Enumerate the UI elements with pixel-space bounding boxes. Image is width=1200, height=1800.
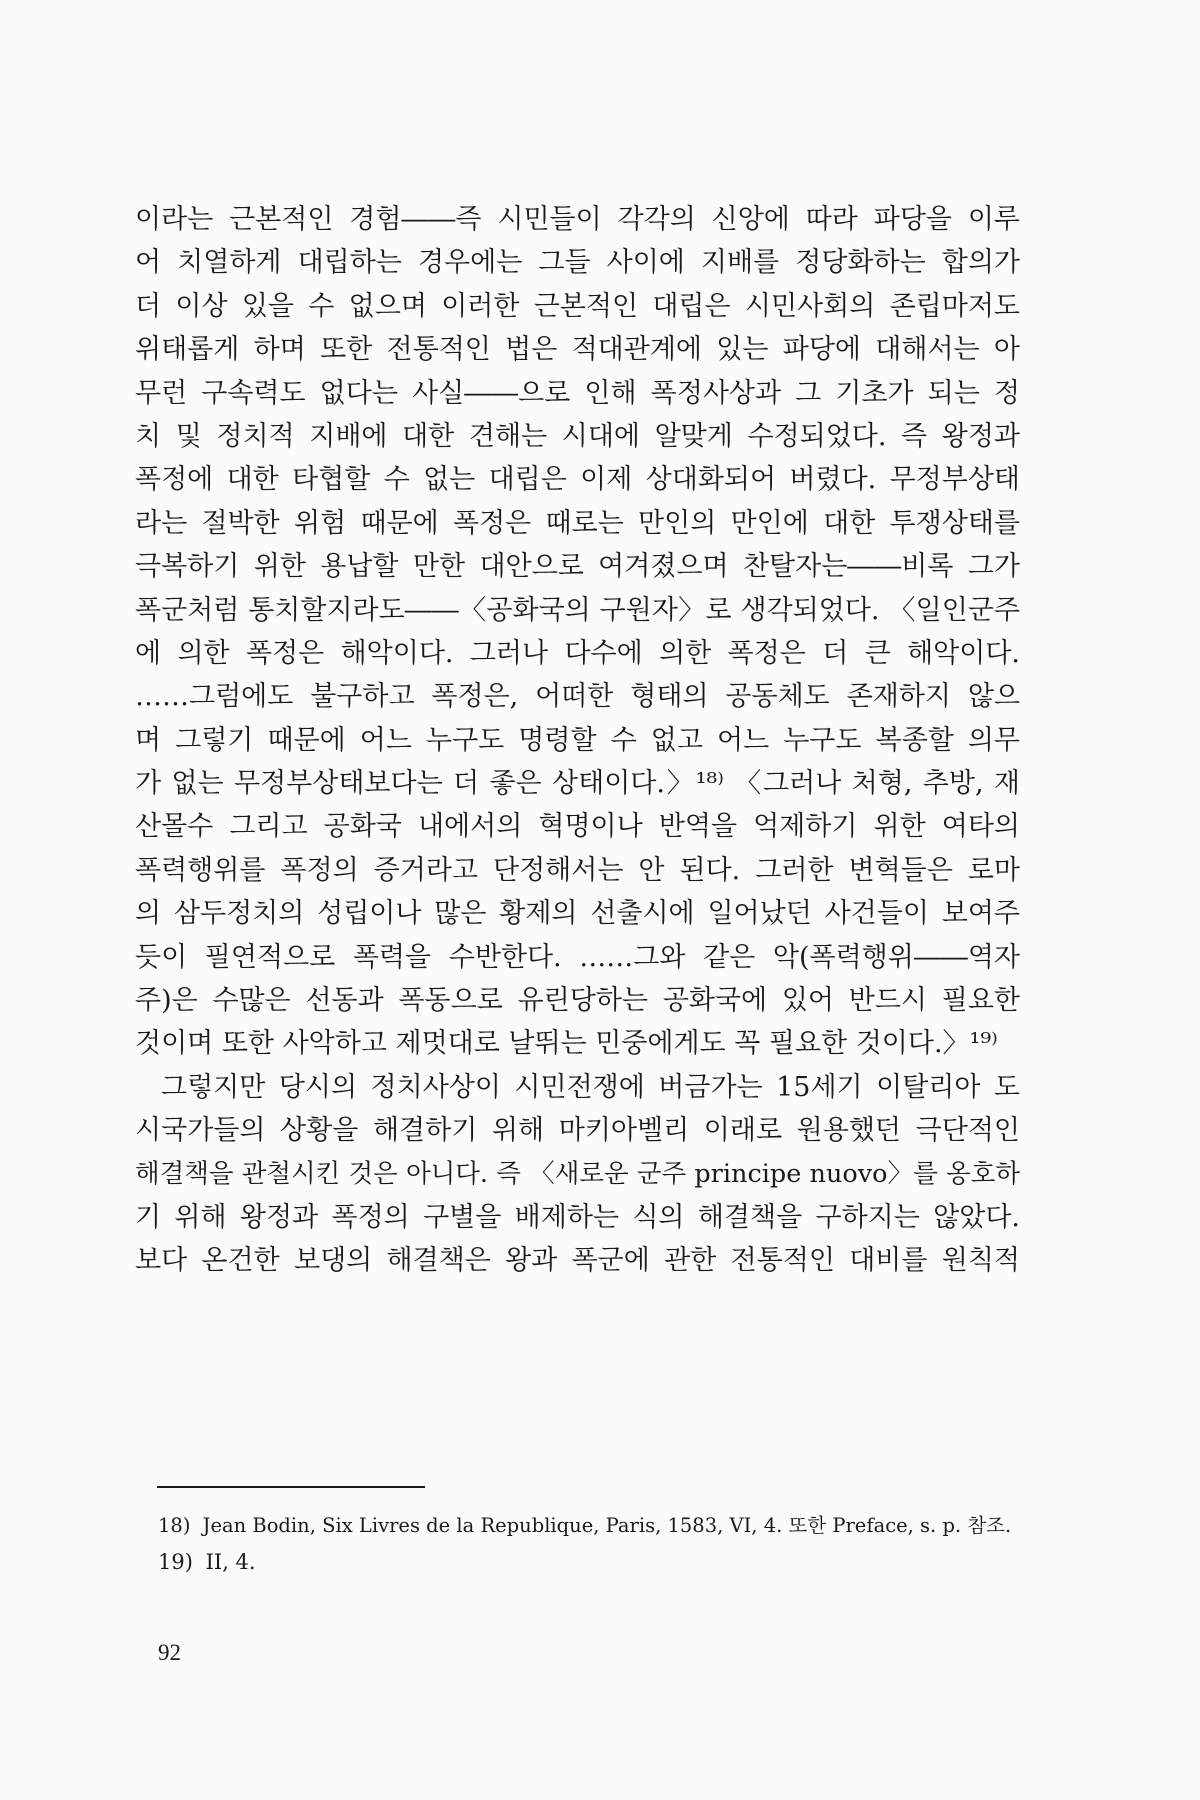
text-line: 보다 온건한 보댕의 해결책은 왕과 폭군에 관한 전통적인 대비를 원칙적 <box>135 1245 1020 1277</box>
footnote-18 <box>158 1508 1018 1544</box>
text-line: ……그럼에도 불구하고 폭정은, 어떠한 형태의 공동체도 존재하지 않으 <box>135 681 1020 713</box>
text-line: 것이며 또한 사악하고 제멋대로 날뛰는 민중에게도 꼭 필요한 것이다.〉¹⁹⁾ <box>135 1028 998 1060</box>
text-line: 치 및 정치적 지배에 대한 견해는 시대에 알맞게 수정되었다. 즉 왕정과 <box>135 420 1020 452</box>
text-line: 더 이상 있을 수 없으며 이러한 근본적인 대립은 시민사회의 존립마저도 <box>135 290 1020 322</box>
page-number: 92 <box>158 1640 181 1665</box>
text-line: 어 치열하게 대립하는 경우에는 그들 사이에 지배를 정당화하는 합의가 <box>135 247 1020 279</box>
text-line: 무런 구속력도 없다는 사실――으로 인해 폭정사상과 그 기초가 되는 정 <box>135 377 1020 409</box>
text-line: 며 그렇기 때문에 어느 누구도 명령할 수 없고 어느 누구도 복종할 의무 <box>135 724 1020 756</box>
text-line: 이라는 근본적인 경험――즉 시민들이 각각의 신앙에 따라 파당을 이루 <box>135 204 1020 235</box>
text-line: 해결책을 관철시킨 것은 아니다. 즉 〈새로운 군주 principe nuovo〉를 옹호하 <box>135 1158 1020 1189</box>
text-line: 가 없는 무정부상태보다는 더 좋은 상태이다.〉¹⁸⁾ 〈그러나 처형, 추방, 재 <box>135 768 1020 800</box>
footnote-divider <box>157 1486 425 1488</box>
text-line: 기 위해 왕정과 폭정의 구별을 배제하는 식의 해결책을 구하지는 않았다. <box>135 1201 1020 1233</box>
text-line: 주)은 수많은 선동과 폭동으로 유린당하는 공화국에 있어 반드시 필요한 <box>135 985 1020 1017</box>
text-line: 의 삼두정치의 성립이나 많은 황제의 선출시에 일어났던 사건들이 보여주 <box>135 898 1020 930</box>
text-line: 에 의한 폭정은 해악이다. 그러나 다수에 의한 폭정은 더 큰 해악이다. <box>135 637 1020 669</box>
footnote-text: Jean Bodin, Six Livres de la Republique, Paris, 1583, VI, 4. 또한 Preface, s. p. 참조. <box>202 1514 1012 1537</box>
footnote-number: 19) <box>158 1550 193 1574</box>
body-text <box>135 198 1020 1283</box>
footnote-number: 18) <box>158 1514 191 1537</box>
footnote-19 <box>158 1544 1018 1580</box>
footnotes <box>158 1508 1018 1580</box>
text-line: 라는 절박한 위험 때문에 폭정은 때로는 만인의 만인에 대한 투쟁상태를 <box>135 507 1020 539</box>
text-line: 산몰수 그리고 공화국 내에서의 혁명이나 반역을 억제하기 위한 여타의 <box>135 811 1020 843</box>
paragraph-start-line: 그렇지만 당시의 정치사상이 시민전쟁에 버금가는 15세기 이탈리아 도 <box>161 1071 1020 1103</box>
text-line: 폭정에 대한 타협할 수 없는 대립은 이제 상대화되어 버렸다. 무정부상태 <box>135 464 1020 496</box>
text-line: 위태롭게 하며 또한 전통적인 법은 적대관계에 있는 파당에 대해서는 아 <box>135 334 1020 366</box>
text-line: 극복하기 위한 용납할 만한 대안으로 여겨졌으며 찬탈자는――비록 그가 <box>135 551 1020 583</box>
text-line: 폭력행위를 폭정의 증거라고 단정해서는 안 된다. 그러한 변혁들은 로마 <box>135 854 1020 886</box>
text-line: 시국가들의 상황을 해결하기 위해 마키아벨리 이래로 원용했던 극단적인 <box>135 1115 1020 1147</box>
text-line: 폭군처럼 통치할지라도――〈공화국의 구원자〉로 생각되었다. 〈일인군주 <box>135 594 1020 626</box>
footnote-text: II, 4. <box>205 1550 256 1574</box>
text-line: 듯이 필연적으로 폭력을 수반한다. ……그와 같은 악(폭력행위――역자 <box>135 941 1020 973</box>
